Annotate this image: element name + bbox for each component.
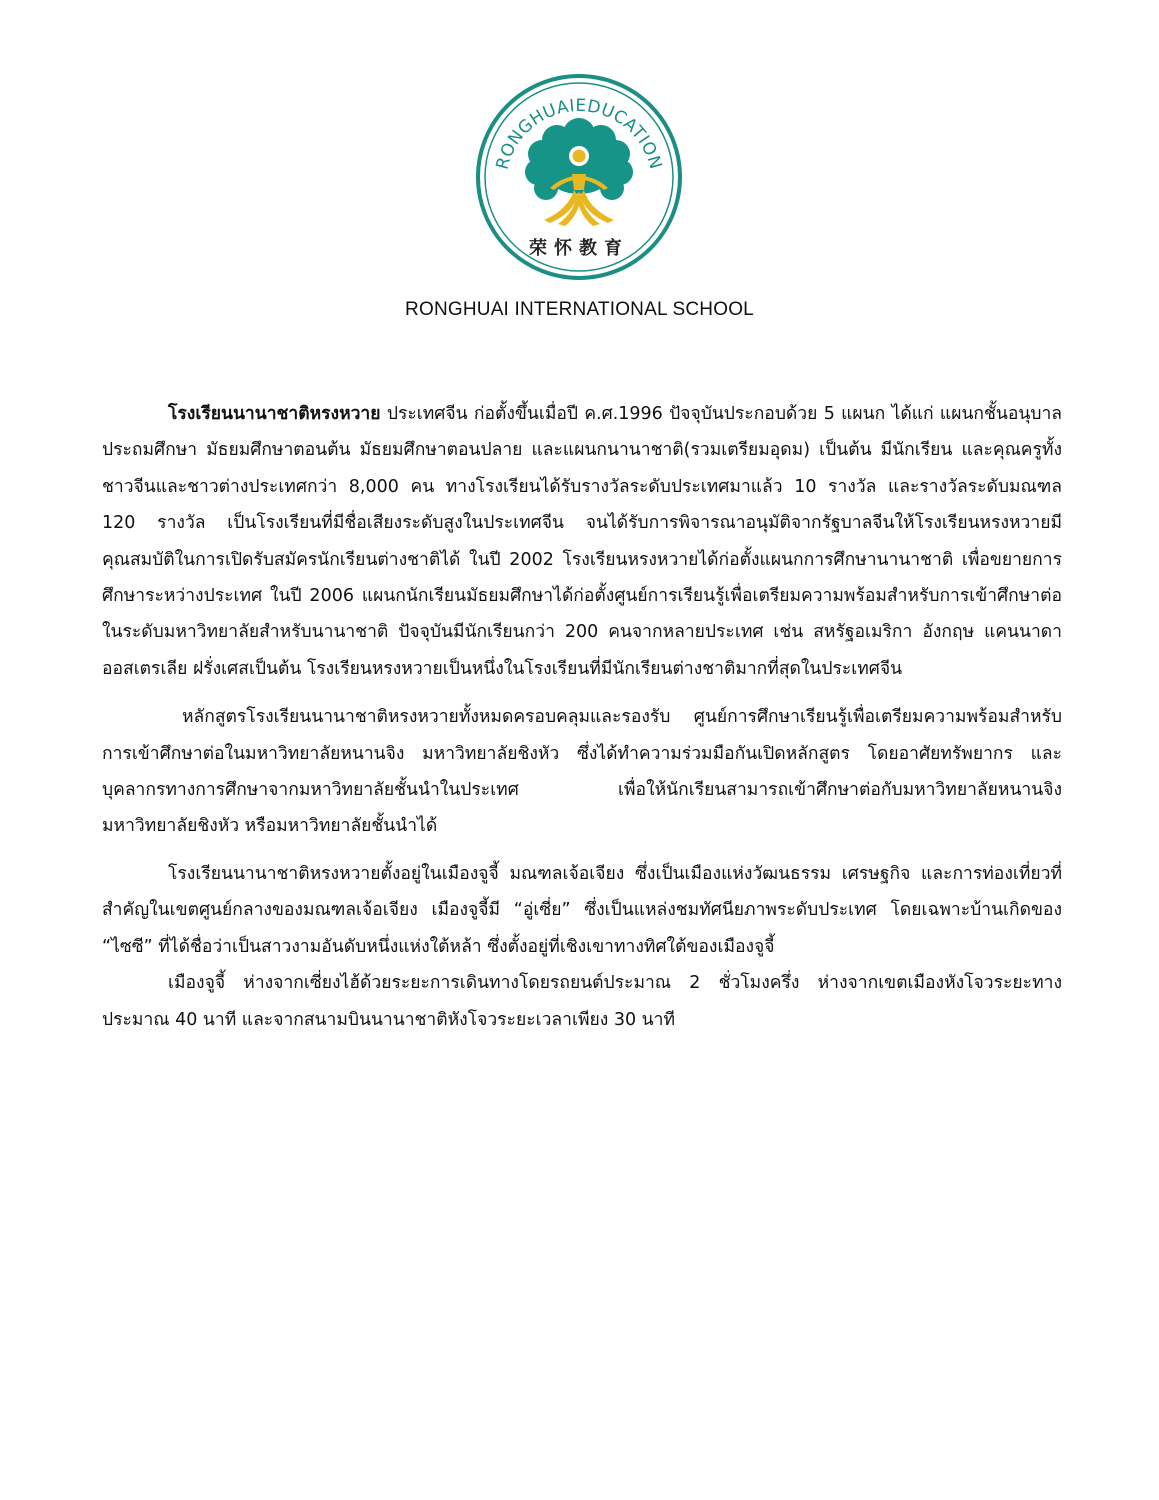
document-body <box>102 396 1062 1038</box>
school-name-thai: โรงเรียนนานาชาติหรงหวาย <box>168 404 381 424</box>
logo-arc-text: RONGHUAIEDUCATION <box>492 95 666 172</box>
paragraph-location: โรงเรียนนานาชาติหรงหวายตั้งอยู่ในเมืองจูจี้ มณฑลเจ้อเจียง ซึ่งเป็นเมืองแห่งวัฒนธรรม เศรษฐกิจ และการท่องเที่ยวที่สำคัญในเขตศูนย์กลางของมณฑลเจ้อเจียง เมืองจูจี้มี “อู่เซี่ย” ซึ่งเป็นแหล่งชมทัศนียภาพระดับประเทศ โดยเฉพาะบ้านเกิดของ “ไซซี” ที่ได้ชื่อว่าเป็นสาวงามอันดับหนึ่งแห่งใต้หล้า ซึ่งตั้งอยู่ที่เชิงเขาทางทิศใต้ของเมืองจูจี้ <box>102 863 1062 957</box>
school-logo <box>474 72 684 282</box>
paragraph-history <box>102 396 1062 687</box>
logo-seal-text: 荣怀教育 <box>529 238 629 259</box>
paragraph-history-text: ประเทศจีน ก่อตั้งขึ้นเมื่อปี ค.ศ.1996 ปัจจุบันประกอบด้วย 5 แผนก ได้แก่ แผนกชั้นอนุบาล ประถมศึกษา มัธยมศึกษาตอนต้น มัธยมศึกษาตอนปลาย และแผนกนานาชาติ(รวมเตรียมอุดม) เป็นต้น มีนักเรียน และคุณครูทั้งชาวจีนและชาวต่างประเทศกว่า 8,000 คน ทางโรงเรียนได้รับรางวัลระดับประเทศมาแล้ว 10 รางวัล และรางวัลระดับมณฑล 120 รางวัล เป็นโรงเรียนที่มีชื่อเสียงระดับสูงในประเทศจีน จนได้รับการพิจารณาอนุมัติจากรัฐบาลจีนให้โรงเรียนหรงหวายมีคุณสมบัติในการเปิดรับสมัครนักเรียนต่างชาติได้ ในปี 2002 โรงเรียนหรงหวายได้ก่อตั้งแผนกการศึกษานานาชาติ เพื่อขยายการศึกษาระหว่างประเทศ ในปี 2006 แผนกนักเรียนมัธยมศึกษาได้ก่อตั้งศูนย์การเรียนรู้เพื่อเตรียมความพร้อมสำหรับการเข้าศึกษาต่อในระดับมหาวิทยาลัยสำหรับนานาชาติ ปัจจุบันมีนักเรียนกว่า 200 คนจากหลายประเทศ เช่น สหรัฐอเมริกา อังกฤษ แคนนาดา ออสเตรเลีย ฝรั่งเศสเป็นต้น โรงเรียนหรงหวายเป็นหนึ่งในโรงเรียนที่มีนักเรียนต่างชาติมากที่สุดในประเทศจีน <box>102 404 1062 679</box>
school-name-heading: RONGHUAI INTERNATIONAL SCHOOL <box>405 299 754 320</box>
paragraph-curriculum: หลักสูตรโรงเรียนนานาชาติหรงหวายทั้งหมดครอบคลุมและรองรับ ศูนย์การศึกษาเรียนรู้เพื่อเตรียมความพร้อมสำหรับการเข้าศึกษาต่อในมหาวิทยาลัยหนานจิง มหาวิทยาลัยชิงหัว ซึ่งได้ทำความร่วมมือกันเปิดหลักสูตร โดยอาศัยทรัพยากร และบุคลากรทางการศึกษาจากมหาวิทยาลัยชั้นนำในประเทศ เพื่อให้นักเรียนสามารถเข้าศึกษาต่อกับมหาวิทยาลัยหนานจิง มหาวิทยาลัยชิงหัว หรือมหาวิทยาลัยชั้นนำได้ <box>102 707 1062 837</box>
logo-emblem-icon <box>474 72 684 282</box>
paragraph-travel: เมืองจูจี้ ห่างจากเซี่ยงไฮ้ด้วยระยะการเดินทางโดยรถยนต์ประมาณ 2 ชั่วโมงครึ่ง ห่างจากเขตเมืองหังโจวระยะทางประมาณ 40 นาที และจากสนามบินนานาชาติหังโจวระยะเวลาเพียง 30 นาที <box>102 973 1062 1030</box>
